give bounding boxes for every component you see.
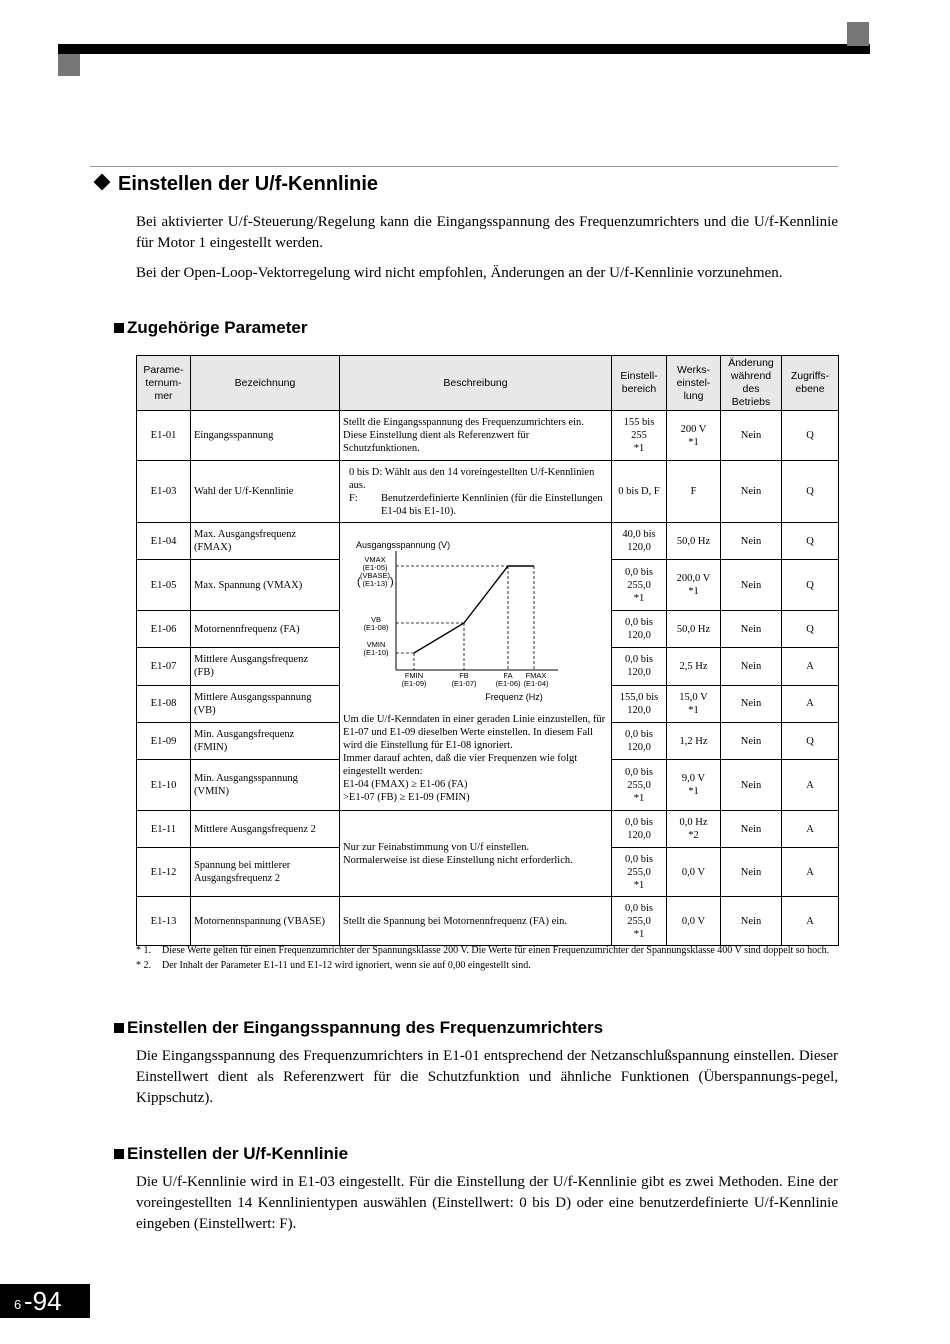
square-bullet-icon [114, 1023, 124, 1033]
row-name: Motornennspannung (VBASE) [191, 897, 340, 946]
table-row [137, 461, 839, 523]
footnote-text: Diese Werte gelten für einen Frequenzumrichter der Spannungsklasse 200 V. Die Werte für einen Frequenzumrichter der Spannungsklasse 400 V sind doppelt so hoch. [162, 945, 830, 956]
square-bullet-icon [114, 1149, 124, 1159]
graph-label-fa-param: (E1-06) [495, 679, 521, 688]
row-num: E1-06 [137, 610, 191, 647]
header-square-right [847, 22, 869, 46]
row-desc: Stellt die Eingangsspannung des Frequenzumrichters ein. Diese Einstellung dient als Referenzwert für Schutzfunktionen. [340, 411, 612, 461]
row-range: 40,0 bis 120,0 [612, 523, 667, 560]
row-access: A [782, 897, 839, 946]
row-access: Q [782, 560, 839, 611]
parameter-table [136, 355, 839, 946]
graph-label-fa: FA [503, 671, 513, 680]
square-bullet-icon [114, 323, 124, 333]
row-default: F [667, 461, 721, 523]
graph-label-fmin-param: (E1-09) [401, 679, 427, 688]
row-num: E1-05 [137, 560, 191, 611]
graph-label-vb-param: (E1-08) [363, 623, 389, 632]
table-row [137, 897, 839, 946]
row-range: 0,0 bis 255,0 *1 [612, 897, 667, 946]
graph-label-fmin: FMIN [404, 671, 424, 680]
section2-paragraph: Die Eingangsspannung des Frequenzumrichters in E1-01 entsprechend der Netzanschlußspannung einstellen. Dieser Einstellwert dient als Referenzwert für die Schutzfunktion und ähnliche Funktionen (Überspannungs-pegel, Kippschutz). [136, 1048, 838, 1106]
row-default: 0,0 V [667, 897, 721, 946]
section3-paragraph: Die U/f-Kennlinie wird in E1-03 eingestellt. Für die Einstellung der U/f-Kennlinie gibt es zwei Methoden. Eine der voreingestellten 14 Kennlinientypen auswählen (Einstellwert: 0 bis D) oder eine benutzerdefinierte U/f-Kennlinie eingeben (Einstellwert: F). [136, 1174, 838, 1232]
graph-label-vmin: VMIN [366, 640, 386, 649]
graph-label-vbase: (VBASE) [359, 571, 391, 580]
row-access: A [782, 811, 839, 848]
page-number [0, 1284, 90, 1318]
graph-paren-left: ( [357, 576, 361, 588]
row-name: Min. Ausgangsfrequenz (FMIN) [191, 723, 340, 760]
graph-label-fmax-param: (E1-04) [523, 679, 549, 688]
header-access: Zugriffs- ebene [782, 356, 839, 411]
graph-label-fmax: FMAX [525, 671, 547, 680]
row-change: Nein [721, 610, 782, 647]
row-num: E1-09 [137, 723, 191, 760]
row-name: Eingangsspannung [191, 411, 340, 461]
header-range: Einstell- bereich [612, 356, 667, 411]
row-name: Max. Spannung (VMAX) [191, 560, 340, 611]
graph-label-vbase-param: (E1-13) [362, 579, 388, 588]
params-heading: Zugehörige Parameter [114, 318, 307, 338]
row-access: A [782, 648, 839, 685]
row-name: Max. Ausgangsfrequenz (FMAX) [191, 523, 340, 560]
intro-paragraph-2: Bei der Open-Loop-Vektorregelung wird nicht empfohlen, Änderungen an der U/f-Kennlinie vorzunehmen. [136, 265, 783, 281]
row-num: E1-08 [137, 685, 191, 722]
row-name: Wahl der U/f-Kennlinie [191, 461, 340, 523]
row-range: 0,0 bis 255,0 *1 [612, 760, 667, 811]
row-access: Q [782, 461, 839, 523]
header-default: Werks- einstel- lung [667, 356, 721, 411]
graph-label-vmin-param: (E1-10) [363, 648, 389, 657]
row-change: Nein [721, 848, 782, 897]
row-range: 0,0 bis 120,0 [612, 811, 667, 848]
row-num: E1-13 [137, 897, 191, 946]
section2-heading: Einstellen der Eingangsspannung des Frequenzumrichters [114, 1018, 603, 1038]
row-access: Q [782, 610, 839, 647]
row-range: 155 bis 255 *1 [612, 411, 667, 461]
desc-option-f [343, 492, 608, 518]
row-default: 50,0 Hz [667, 610, 721, 647]
row-change: Nein [721, 760, 782, 811]
row-range: 0,0 bis 255,0 *1 [612, 848, 667, 897]
row-desc [340, 461, 612, 523]
table-row [137, 411, 839, 461]
row-range: 0,0 bis 120,0 [612, 648, 667, 685]
row-num: E1-12 [137, 848, 191, 897]
row-default: 200,0 V *1 [667, 560, 721, 611]
row-default: 200 V *1 [667, 411, 721, 461]
row-desc-e1-04-10: Um die U/f-Kenndaten in einer geraden Linie einzustellen, für E1-07 und E1-09 dieselben Werte einstellen. In diesem Fall wird die Einstellung für E1-08 ignoriert. Immer darauf achten, daß die vier Frequenzen wie folgt eingestellt werden: E1-04 (FMAX) ≥ E1-06 (FA) >E1-07 (FB) ≥ E1-09 (FMIN) [343, 714, 606, 803]
header-change: Änderung während des Betriebs [721, 356, 782, 411]
row-range: 0,0 bis 255,0 *1 [612, 560, 667, 611]
row-desc-e1-11-12: Nur zur Feinabstimmung von U/f einstellen. Normalerweise ist diese Einstellung nicht erforderlich. [340, 811, 612, 897]
page-number-value: -94 [24, 1286, 62, 1316]
row-access: A [782, 848, 839, 897]
row-default: 9,0 V *1 [667, 760, 721, 811]
graph-vf-curve [414, 566, 534, 653]
footnote-mark: * 2. [136, 960, 151, 971]
row-default: 50,0 Hz [667, 523, 721, 560]
graph-ylabel: Ausgangsspannung (V) [356, 540, 451, 550]
row-range: 155,0 bis 120,0 [612, 685, 667, 722]
footnote-mark: * 1. [136, 945, 151, 956]
row-range: 0,0 bis 120,0 [612, 723, 667, 760]
row-change: Nein [721, 685, 782, 722]
row-access: A [782, 760, 839, 811]
row-change: Nein [721, 461, 782, 523]
page-chapter: 6 [14, 1297, 22, 1312]
header-square-left [58, 54, 80, 76]
vf-graph-cell [340, 523, 612, 811]
row-change: Nein [721, 723, 782, 760]
section-title: Einstellen der U/f-Kennlinie [92, 173, 378, 196]
row-change: Nein [721, 560, 782, 611]
row-num: E1-01 [137, 411, 191, 461]
row-access: Q [782, 411, 839, 461]
row-num: E1-11 [137, 811, 191, 848]
diamond-icon [94, 174, 111, 191]
desc-option-0-d: 0 bis D: Wählt aus den 14 voreingestellten U/f-Kennlinien aus. [349, 466, 595, 491]
row-default: 0,0 Hz *2 [667, 811, 721, 848]
table-row [137, 811, 839, 848]
row-name: Spannung bei mittlerer Ausgangsfrequenz 2 [191, 848, 340, 897]
row-name: Mittlere Ausgangsfrequenz 2 [191, 811, 340, 848]
row-name: Mittlere Ausgangsfrequenz (FB) [191, 648, 340, 685]
row-change: Nein [721, 411, 782, 461]
row-access: A [782, 685, 839, 722]
row-default: 0,0 V [667, 848, 721, 897]
desc-option-f-text: Benutzerdefinierte Kennlinien (für die Einstellungen E1-04 bis E1-10). [381, 492, 603, 517]
row-name: Min. Ausgangsspannung (VMIN) [191, 760, 340, 811]
desc-option-f-key: F: [349, 492, 358, 504]
header-bar [58, 44, 870, 54]
row-range: 0,0 bis 120,0 [612, 610, 667, 647]
row-num: E1-10 [137, 760, 191, 811]
graph-label-fb: FB [459, 671, 469, 680]
header-num: Parame- ternum- mer [137, 356, 191, 411]
header-name: Bezeichnung [191, 356, 340, 411]
row-num: E1-04 [137, 523, 191, 560]
graph-xlabel: Frequenz (Hz) [485, 692, 543, 702]
section-rule [90, 166, 838, 167]
row-change: Nein [721, 811, 782, 848]
footnote-text: Der Inhalt der Parameter E1-11 und E1-12 wird ignoriert, wenn sie auf 0,00 eingestellt sind. [162, 960, 531, 971]
vf-curve-diagram [340, 523, 612, 713]
row-num: E1-03 [137, 461, 191, 523]
row-name: Mittlere Ausgangsspannung (VB) [191, 685, 340, 722]
intro-paragraph-1: Bei aktivierter U/f-Steuerung/Regelung kann die Eingangsspannung des Frequenzumrichters und die U/f-Kennlinie für Motor 1 eingestellt werden. [136, 214, 838, 251]
row-change: Nein [721, 897, 782, 946]
footnote-1 [136, 944, 838, 957]
table-header-row [137, 356, 839, 411]
row-access: Q [782, 723, 839, 760]
section3-heading: Einstellen der U/f-Kennlinie [114, 1144, 348, 1164]
row-change: Nein [721, 648, 782, 685]
graph-paren-right: ) [390, 576, 394, 588]
table-footnotes [136, 944, 838, 972]
row-desc-e1-13: Stellt die Spannung bei Motornennfrequenz (FA) ein. [340, 897, 612, 946]
graph-label-fb-param: (E1-07) [451, 679, 477, 688]
header-desc: Beschreibung [340, 356, 612, 411]
row-change: Nein [721, 523, 782, 560]
row-access: Q [782, 523, 839, 560]
table-row [137, 523, 839, 560]
row-name: Motornennfrequenz (FA) [191, 610, 340, 647]
row-num: E1-07 [137, 648, 191, 685]
row-default: 1,2 Hz [667, 723, 721, 760]
graph-label-vmax-param: (E1-05) [362, 563, 388, 572]
row-default: 2,5 Hz [667, 648, 721, 685]
graph-label-vb: VB [370, 615, 382, 624]
row-default: 15,0 V *1 [667, 685, 721, 722]
graph-label-vmax: VMAX [364, 555, 386, 564]
footnote-2 [136, 959, 838, 972]
row-range: 0 bis D, F [612, 461, 667, 523]
